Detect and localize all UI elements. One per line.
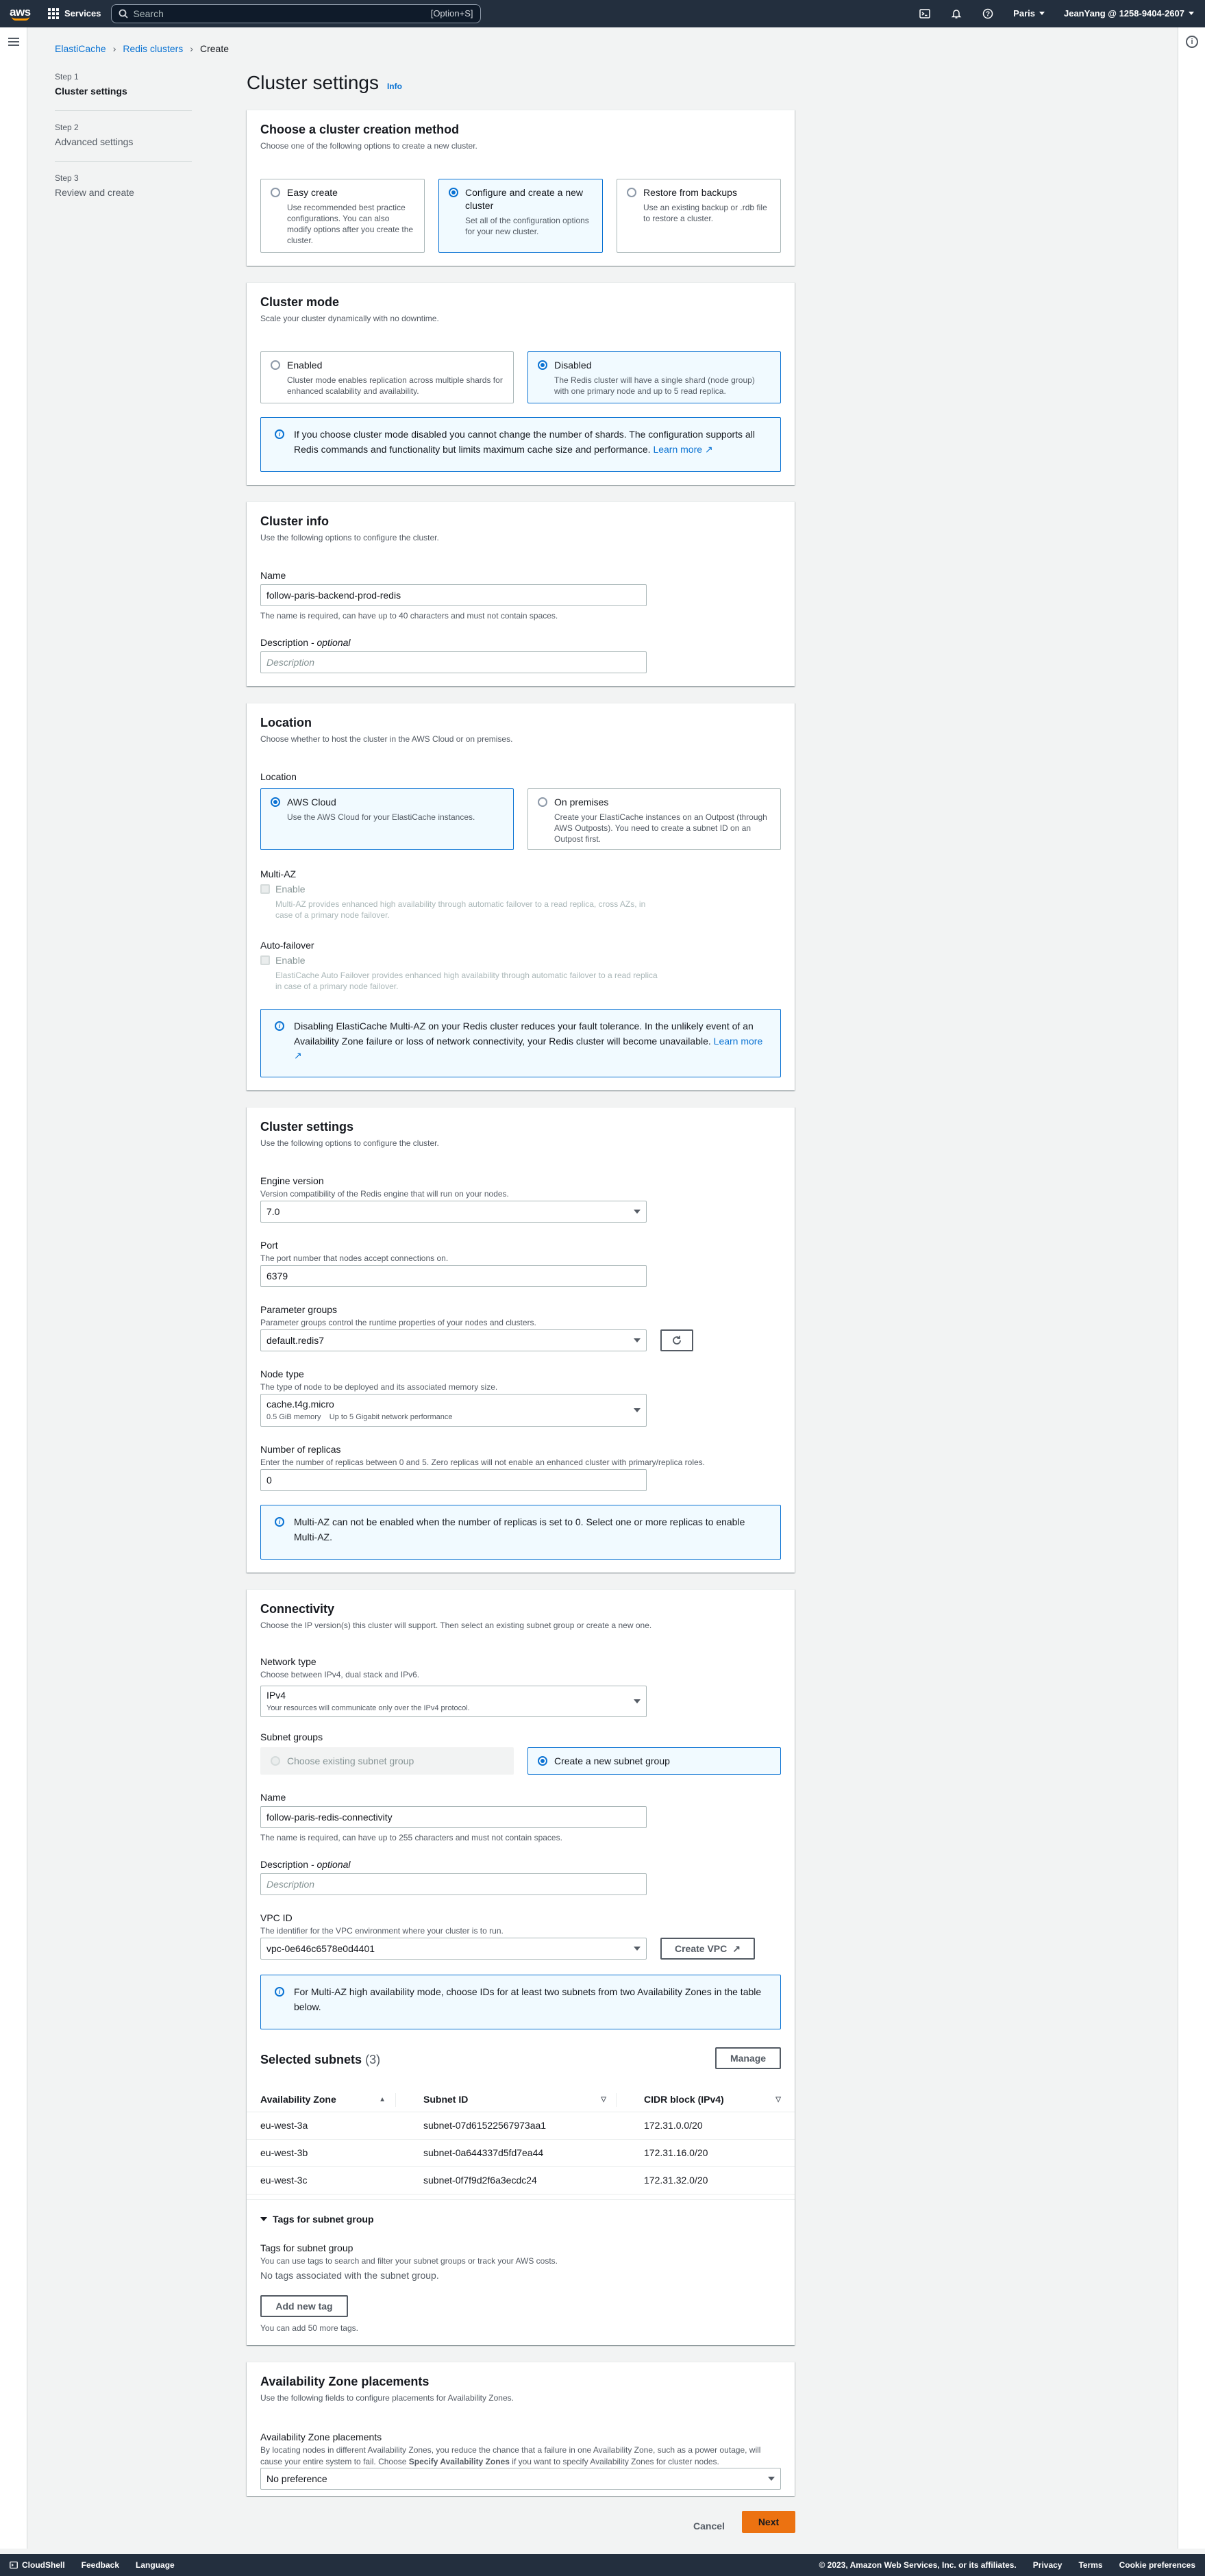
replicas-info-alert <box>260 1505 781 1560</box>
help-text: By locating nodes in different Availability Zones, you reduce the chance that a failure in one Availability Zone, such as a power outage, will cause your entire system to fail. Choose <box>260 2445 761 2466</box>
node-type-desc: The type of node to be deployed and its associated memory size. <box>260 1382 498 1392</box>
checkbox-desc: Multi-AZ provides enhanced high availability through automatic failover to a read replica, cross AZs, in case of a primary node failover. <box>275 899 646 921</box>
engine-version-select[interactable] <box>260 1201 647 1223</box>
cell-subnet-id: subnet-07d61522567973aa1 <box>410 2112 630 2139</box>
notifications-bell-icon[interactable] <box>950 8 962 20</box>
node-memory: 0.5 GiB memory <box>266 1413 321 1422</box>
node-type-label: Node type <box>260 1368 304 1379</box>
column-header-cidr[interactable] <box>630 2088 795 2112</box>
sort-icon: ▽ <box>775 2096 781 2103</box>
option-title: Configure and create a new cluster <box>465 187 583 211</box>
cell-cidr: 172.31.0.0/20 <box>630 2112 795 2139</box>
panel-desc: Choose whether to host the cluster in the AWS Cloud or on premises. <box>260 734 513 745</box>
description-label-text: Description <box>260 1859 309 1870</box>
svg-text:?: ? <box>986 10 991 18</box>
engine-version-desc: Version compatibility of the Redis engine that will run on your nodes. <box>260 1189 509 1199</box>
optional-tag: - optional <box>310 1859 351 1870</box>
name-label: Name <box>260 570 286 581</box>
description-label <box>260 636 351 649</box>
multi-az-checkbox[interactable] <box>260 883 659 921</box>
column-header-subnet-id[interactable] <box>410 2088 630 2112</box>
menu-icon[interactable] <box>8 36 19 48</box>
radio-button[interactable] <box>538 797 547 807</box>
panel-desc: Use the following fields to configure placements for Availability Zones. <box>260 2393 514 2403</box>
cloudshell-icon[interactable] <box>919 8 931 20</box>
info-icon: i <box>275 1987 284 1997</box>
alert-text: Disabling ElastiCache Multi-AZ on your Redis cluster reduces your fault tolerance. In the unlikely event of an Availability Zone failure or loss of network connectivity, your Redis cluster will become unavailable. <box>294 1021 754 1047</box>
cloudshell-link[interactable] <box>10 2560 65 2571</box>
step-title: Cluster settings <box>55 86 127 97</box>
cluster-description-input[interactable]: Description <box>260 651 647 673</box>
creation-method-panel <box>247 110 795 266</box>
subnet-description-label <box>260 1858 351 1871</box>
subnet-name-input[interactable]: follow-paris-redis-connectivity <box>260 1806 647 1828</box>
cell-cidr: 172.31.32.0/20 <box>630 2166 795 2194</box>
alert-text: For Multi-AZ high availability mode, choose IDs for at least two subnets from two Availability Zones in the table below. <box>294 1986 762 2012</box>
option-desc: Create your ElastiCache instances on an Outpost (through AWS Outposts). You need to create a subnet ID on an Outpost first. <box>554 812 767 845</box>
port-desc: The port number that nodes accept connections on. <box>260 1253 449 1263</box>
restore-from-backups-option[interactable] <box>617 179 781 253</box>
refresh-icon <box>671 1335 682 1346</box>
radio-button[interactable] <box>449 188 458 197</box>
option-title: Easy create <box>287 187 338 198</box>
parameter-group-select[interactable] <box>260 1329 647 1351</box>
subnet-info-alert <box>260 1975 781 2029</box>
breadcrumb-redis-clusters[interactable]: Redis clusters <box>123 43 184 54</box>
select-value: 7.0 <box>266 1205 280 1217</box>
option-title: AWS Cloud <box>287 797 336 808</box>
terms-link[interactable]: Terms <box>1078 2560 1103 2570</box>
cancel-button[interactable]: Cancel <box>693 2521 725 2531</box>
port-input[interactable]: 6379 <box>260 1265 647 1287</box>
panel-desc: Choose one of the following options to create a new cluster. <box>260 141 477 151</box>
aws-logo-text: aws <box>10 5 31 18</box>
select-value: IPv4 <box>266 1690 286 1701</box>
step-label: Step 2 <box>55 123 79 133</box>
external-link-icon: ↗ <box>704 443 713 455</box>
radio-button[interactable] <box>271 797 280 807</box>
learn-more-label: Learn more <box>713 1035 763 1047</box>
option-desc: Use an existing backup or .rdb file to restore a cluster. <box>643 202 767 224</box>
help-text-end: if you want to specify Availability Zones for cluster nodes. <box>509 2456 719 2466</box>
select-value: cache.t4g.micro <box>266 1399 334 1410</box>
alert-text: Multi-AZ can not be enabled when the number of replicas is set to 0. Select one or more replicas to enable Multi-AZ. <box>294 1516 745 1542</box>
services-menu[interactable] <box>48 8 101 20</box>
panel-title: Cluster info <box>260 514 330 528</box>
help-bold: Specify Availability Zones <box>408 2456 510 2466</box>
breadcrumb-elasticache[interactable]: ElastiCache <box>55 43 106 54</box>
network-type-label: Network type <box>260 1656 316 1667</box>
vpc-id-select[interactable] <box>260 1938 647 1960</box>
search-shortcut: [Option+S] <box>430 8 473 19</box>
caret-down-icon <box>634 1338 641 1342</box>
radio-button[interactable] <box>271 188 280 197</box>
on-premises-option[interactable] <box>527 788 781 850</box>
info-link[interactable]: Info <box>386 82 402 91</box>
cluster-mode-info-alert <box>260 417 781 472</box>
node-network: Up to 5 Gigabit network performance <box>329 1413 453 1422</box>
cluster-mode-enabled-option[interactable] <box>260 351 514 403</box>
radio-button[interactable] <box>627 188 636 197</box>
subnet-groups-label: Subnet groups <box>260 1731 323 1742</box>
selected-subnets-title <box>260 2051 380 2068</box>
multi-az-warning-alert <box>260 1009 781 1077</box>
account-menu[interactable] <box>1064 8 1194 20</box>
az-placements-desc <box>260 2444 781 2468</box>
info-icon: i <box>275 429 284 439</box>
page-title-text: Cluster settings <box>247 72 379 93</box>
cluster-settings-panel <box>247 1107 795 1573</box>
tags-expander[interactable] <box>260 2213 374 2226</box>
manage-subnets-button[interactable]: Manage <box>715 2047 781 2069</box>
auto-failover-checkbox[interactable] <box>260 954 659 992</box>
tags-label: Tags for subnet group <box>260 2242 353 2253</box>
search-placeholder: Search <box>133 8 164 19</box>
selected-subnets-table <box>247 2088 795 2194</box>
side-navigation-strip <box>0 27 27 2549</box>
cell-subnet-id: subnet-0f7f9d2f6a3ecdc24 <box>410 2166 630 2194</box>
cell-az: eu-west-3a <box>247 2112 410 2139</box>
panel-desc: Choose the IP version(s) this cluster will support. Then select an existing subnet group or create a new one. <box>260 1621 652 1631</box>
network-type-select[interactable] <box>260 1686 647 1717</box>
option-desc: Use the AWS Cloud for your ElastiCache instances. <box>287 812 475 822</box>
refresh-button[interactable] <box>660 1329 693 1351</box>
vpc-id-label: VPC ID <box>260 1912 293 1923</box>
engine-version-label: Engine version <box>260 1175 324 1186</box>
step-label: Step 3 <box>55 173 79 184</box>
learn-more-link[interactable] <box>653 444 712 455</box>
multi-az-label: Multi-AZ <box>260 868 297 879</box>
aws-cloud-option[interactable] <box>260 788 514 850</box>
cloudshell-label: CloudShell <box>22 2560 65 2570</box>
tags-desc: You can use tags to search and filter your subnet groups or track your AWS costs. <box>260 2256 558 2266</box>
sort-ascending-icon: ▲ <box>379 2096 386 2103</box>
panel-title: Location <box>260 716 312 729</box>
cluster-info-panel <box>247 501 795 686</box>
next-button[interactable]: Next <box>742 2511 795 2533</box>
step-title: Advanced settings <box>55 136 134 148</box>
vpc-id-desc: The identifier for the VPC environment where your cluster is to run. <box>260 1926 504 1936</box>
button-label: Create VPC <box>675 1942 728 1954</box>
checkbox-label: Enable <box>275 955 306 966</box>
footer <box>0 2554 1205 2576</box>
tools-panel-strip <box>1178 27 1205 2549</box>
breadcrumb <box>55 42 229 55</box>
panel-title: Choose a cluster creation method <box>260 123 460 136</box>
choose-existing-subnet-option[interactable] <box>260 1747 514 1775</box>
sort-icon: ▽ <box>601 2096 606 2103</box>
parameter-groups-label: Parameter groups <box>260 1304 338 1315</box>
cell-cidr: 172.31.16.0/20 <box>630 2139 795 2166</box>
location-panel <box>247 703 795 1090</box>
option-title: Choose existing subnet group <box>287 1755 414 1766</box>
column-label: Subnet ID <box>423 2094 469 2105</box>
panel-title: Connectivity <box>260 1602 335 1616</box>
subnet-description-input[interactable]: Description <box>260 1873 647 1895</box>
privacy-link[interactable]: Privacy <box>1032 2560 1063 2570</box>
copyright: © 2023, Amazon Web Services, Inc. or its affiliates. <box>819 2560 1017 2570</box>
wizard-steps <box>55 71 192 223</box>
alert-text: If you choose cluster mode disabled you cannot change the number of shards. The configuration supports all Redis commands and functionality but limits maximum cache size and performance. <box>294 429 755 455</box>
step-label: Step 1 <box>55 72 79 82</box>
caret-down-icon <box>260 2217 267 2221</box>
learn-more-label: Learn more <box>653 443 703 455</box>
search-input[interactable] <box>111 4 481 23</box>
aws-logo[interactable] <box>10 5 37 23</box>
chevron-down-icon <box>1039 12 1045 15</box>
selected-subnets-label: Selected subnets <box>260 2053 362 2066</box>
panel-desc: Use the following options to configure the cluster. <box>260 1138 439 1149</box>
auto-failover-label: Auto-failover <box>260 940 314 951</box>
cell-subnet-id: subnet-0a644337d5fd7ea44 <box>410 2139 630 2166</box>
info-icon[interactable]: i <box>1186 36 1198 48</box>
option-title: Disabled <box>554 360 592 371</box>
grid-icon <box>48 8 59 19</box>
option-desc: The Redis cluster will have a single shard (node group) with one primary node and up to 5 read replica. <box>554 375 755 397</box>
chevron-right-icon: › <box>190 43 193 54</box>
search-icon <box>119 9 128 18</box>
panel-title: Cluster settings <box>260 1120 354 1134</box>
selected-subnets-count: (3) <box>365 2053 381 2066</box>
checkbox-desc: ElastiCache Auto Failover provides enhanced high availability through automatic failover to a read replica in case of a primary node failover. <box>275 970 658 992</box>
az-placements-label: Availability Zone placements <box>260 2431 382 2442</box>
az-placements-panel <box>247 2362 795 2496</box>
expander-label: Tags for subnet group <box>273 2214 374 2225</box>
column-label: CIDR block (IPv4) <box>644 2094 724 2105</box>
create-vpc-button[interactable] <box>660 1938 755 1960</box>
panel-desc: Scale your cluster dynamically with no downtime. <box>260 314 439 324</box>
table-row <box>247 2166 795 2194</box>
cluster-mode-panel <box>247 282 795 485</box>
step-1 <box>55 71 192 111</box>
column-header-az[interactable] <box>247 2088 410 2112</box>
help-icon[interactable] <box>982 8 994 20</box>
checkbox-label: Enable <box>275 884 306 895</box>
step-2 <box>55 122 192 162</box>
cluster-name-input[interactable]: follow-paris-backend-prod-redis <box>260 584 647 606</box>
region-label: Paris <box>1013 8 1035 19</box>
create-new-subnet-option[interactable] <box>527 1747 781 1775</box>
checkbox[interactable] <box>260 884 270 894</box>
step-title: Review and create <box>55 187 134 199</box>
option-title: Create a new subnet group <box>554 1755 670 1766</box>
info-icon: i <box>275 1517 284 1527</box>
easy-create-option[interactable] <box>260 179 425 253</box>
external-link-icon: ↗ <box>294 1050 302 1062</box>
option-title: On premises <box>554 797 609 808</box>
radio-button[interactable] <box>271 1756 280 1766</box>
network-type-desc: Choose between IPv4, dual stack and IPv6. <box>260 1670 420 1679</box>
select-value: No preference <box>266 2473 327 2484</box>
caret-down-icon <box>634 1210 641 1214</box>
select-subtext: Your resources will communicate only over the IPv4 protocol. <box>266 1704 470 1713</box>
cell-az: eu-west-3c <box>247 2166 410 2194</box>
region-selector[interactable] <box>1013 8 1045 20</box>
replicas-label: Number of replicas <box>260 1444 341 1455</box>
breadcrumb-create: Create <box>199 43 229 54</box>
external-link-icon: ↗ <box>732 1942 741 1954</box>
add-new-tag-button[interactable]: Add new tag <box>260 2295 348 2317</box>
port-label: Port <box>260 1240 278 1251</box>
services-label: Services <box>64 8 101 19</box>
description-label-text: Description <box>260 637 309 648</box>
info-icon: i <box>275 1021 284 1031</box>
panel-title: Cluster mode <box>260 295 340 309</box>
radio-button[interactable] <box>271 360 280 370</box>
name-hint: The name is required, can have up to 40 characters and must not contain spaces. <box>260 611 558 621</box>
subnet-name-label: Name <box>260 1792 286 1803</box>
tags-remaining: You can add 50 more tags. <box>260 2323 358 2333</box>
parameter-groups-desc: Parameter groups control the runtime properties of your nodes and clusters. <box>260 1318 536 1327</box>
option-desc: Set all of the configuration options for your new cluster. <box>465 215 589 236</box>
option-desc: Use recommended best practice configurations. You can also modify options after you create the cluster. <box>287 202 414 246</box>
panel-title: Availability Zone placements <box>260 2375 430 2388</box>
table-row <box>247 2139 795 2166</box>
chevron-right-icon: › <box>112 43 116 54</box>
connectivity-panel <box>247 1589 795 2345</box>
chevron-down-icon <box>1189 12 1194 15</box>
step-3 <box>55 173 192 212</box>
select-value: vpc-0e646c6578e0d4401 <box>266 1942 375 1954</box>
feedback-link[interactable]: Feedback <box>81 2560 120 2570</box>
column-label: Availability Zone <box>260 2094 336 2105</box>
cloudshell-icon <box>10 2561 18 2569</box>
subnet-name-hint: The name is required, can have up to 255 characters and must not contain spaces. <box>260 1833 562 1842</box>
option-desc: Cluster mode enables replication across multiple shards for enhanced scalability and availability. <box>287 375 503 397</box>
optional-tag: - optional <box>310 637 351 648</box>
caret-down-icon <box>768 2477 775 2481</box>
node-type-select[interactable] <box>260 1394 647 1427</box>
top-navigation <box>0 0 1205 27</box>
replicas-desc: Enter the number of replicas between 0 and 5. Zero replicas will not enable an enhanced cluster with primary/replica roles. <box>260 1458 706 1467</box>
language-link[interactable]: Language <box>136 2560 175 2570</box>
configure-new-cluster-option[interactable] <box>438 179 603 253</box>
caret-down-icon <box>634 1699 641 1703</box>
checkbox[interactable] <box>260 955 270 965</box>
cell-az: eu-west-3b <box>247 2139 410 2166</box>
page-title <box>247 70 402 96</box>
table-row <box>247 2112 795 2139</box>
radio-button[interactable] <box>538 360 547 370</box>
caret-down-icon <box>634 1947 641 1951</box>
az-placement-select[interactable] <box>260 2468 781 2490</box>
no-tags-text: No tags associated with the subnet group. <box>260 2270 439 2281</box>
option-title: Restore from backups <box>643 187 737 198</box>
replicas-input[interactable]: 0 <box>260 1469 647 1491</box>
panel-desc: Use the following options to configure the cluster. <box>260 533 439 543</box>
cluster-mode-disabled-option[interactable] <box>527 351 781 403</box>
select-value: default.redis7 <box>266 1334 325 1346</box>
option-title: Enabled <box>287 360 323 371</box>
caret-down-icon <box>634 1408 641 1412</box>
radio-button[interactable] <box>538 1756 547 1766</box>
account-label: JeanYang @ 1258-9404-2607 <box>1063 8 1184 19</box>
location-label: Location <box>260 771 297 782</box>
cookie-preferences-link[interactable]: Cookie preferences <box>1119 2560 1195 2570</box>
